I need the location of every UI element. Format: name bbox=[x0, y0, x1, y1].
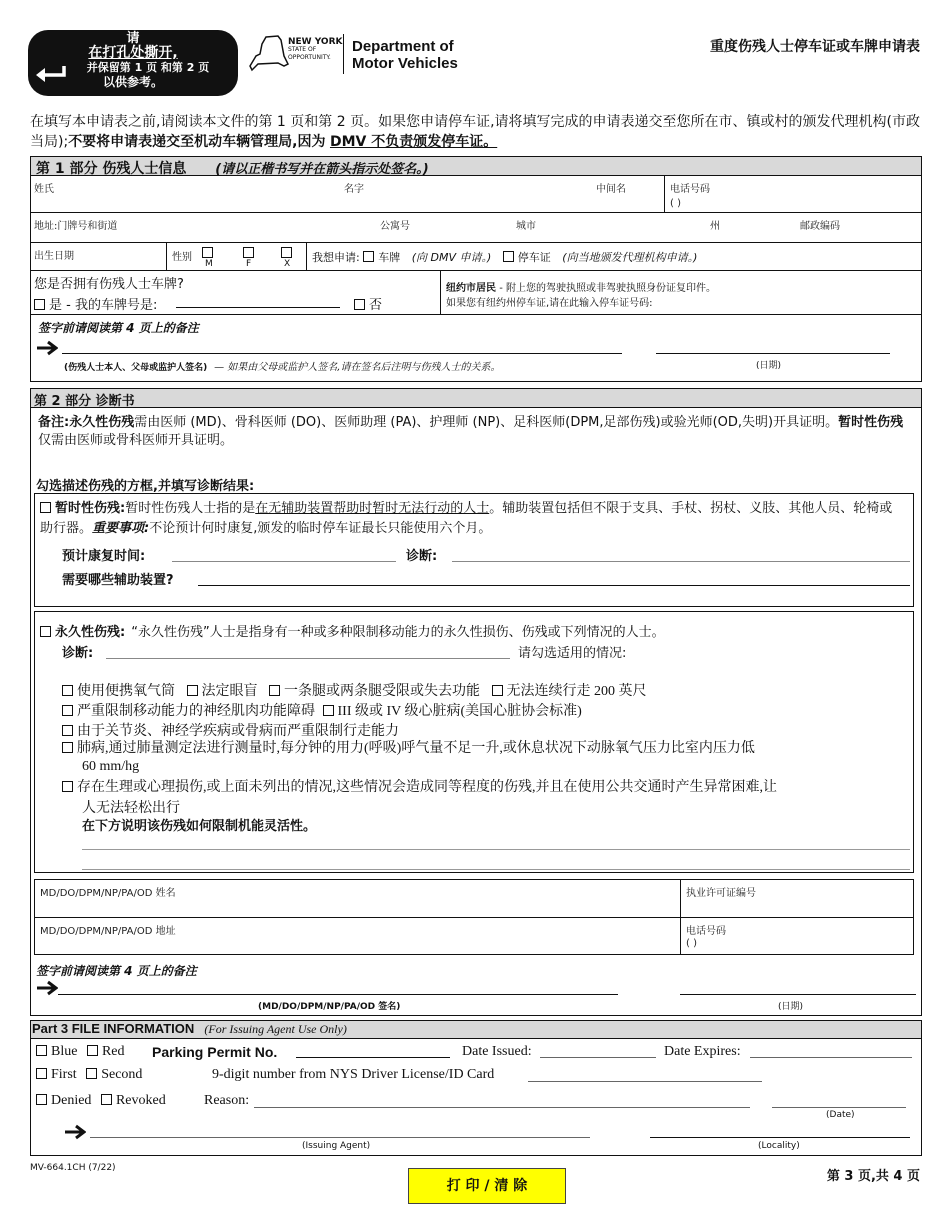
note-prefix: 备注: bbox=[38, 415, 70, 430]
page-info: 第 3 页,共 4 页 bbox=[826, 1169, 920, 1184]
rule bbox=[664, 176, 665, 212]
locality-field[interactable] bbox=[650, 1122, 910, 1138]
temp-diagnosis-field[interactable] bbox=[452, 546, 910, 562]
conditions-row2 bbox=[62, 700, 582, 720]
dmv-line2: Motor Vehicles bbox=[352, 55, 458, 72]
state-label: 州 bbox=[710, 221, 720, 232]
have-plates-question: 您是否拥有伤残人士车牌? bbox=[34, 277, 184, 292]
rule bbox=[30, 212, 922, 213]
part2-title: 第 2 部分 诊断书 bbox=[34, 394, 135, 409]
first-checkbox[interactable] bbox=[36, 1068, 47, 1079]
first-name-label: 名字 bbox=[344, 184, 364, 195]
rule bbox=[30, 242, 922, 243]
perm-text-body: “永久性伤残”人士是指身有一种或多种限制移动能力的永久性损伤、伤残或下列情况的人士。 bbox=[131, 625, 665, 640]
opt6-checkbox[interactable] bbox=[323, 705, 334, 716]
plates-label: 车牌 bbox=[378, 251, 401, 264]
issuing-agent-label: (Issuing Agent) bbox=[302, 1141, 371, 1151]
intro-paragraph bbox=[30, 112, 920, 152]
part3-title bbox=[32, 1021, 347, 1037]
sex-m-label: M bbox=[205, 259, 213, 269]
nine-digit-field[interactable] bbox=[528, 1066, 762, 1082]
form-number: MV-664.1CH (7/22) bbox=[30, 1163, 116, 1173]
doctor-date-field[interactable] bbox=[680, 977, 916, 995]
dmv-line1: Department of bbox=[352, 38, 454, 55]
temp-text3: 不论预计何时康复,颁发的临时停车证最长只能使用六个月。 bbox=[149, 521, 492, 536]
date-expires-field[interactable] bbox=[750, 1042, 912, 1058]
denied-label: Denied bbox=[51, 1093, 92, 1108]
reason-label: Reason: bbox=[204, 1093, 250, 1108]
have-plates-yes bbox=[34, 294, 157, 313]
form-title: 重度伤残人士停车证或车牌申请表 bbox=[710, 39, 920, 55]
conditions-row3 bbox=[62, 720, 399, 740]
opt7-label: 由于关节炎、神经学疾病或骨病而严重限制行走能力 bbox=[77, 724, 399, 739]
opt5-label: 严重限制移动能力的神经肌肉功能障碍 bbox=[77, 704, 315, 719]
plate-number-field[interactable] bbox=[176, 292, 340, 308]
devices-needed-field[interactable] bbox=[198, 570, 910, 586]
sex-label: 性别 bbox=[172, 252, 192, 263]
license-no-label: 执业许可证编号 bbox=[686, 888, 756, 899]
second-checkbox[interactable] bbox=[86, 1068, 97, 1079]
tear-line2: 在打孔处撕开, bbox=[88, 45, 178, 61]
temp-text1: 暂时性伤残人士指的是 bbox=[125, 501, 256, 516]
plates-no-label: 否 bbox=[369, 298, 383, 313]
plates-note: (向 DMV 申请。) bbox=[411, 251, 492, 264]
conditions-row5 bbox=[62, 779, 912, 796]
temp-text bbox=[40, 499, 902, 539]
rule bbox=[30, 314, 922, 315]
perm-check-label bbox=[518, 642, 626, 661]
arrow-right-icon bbox=[36, 980, 58, 996]
print-clear-label: 打 印 / 清 除 bbox=[446, 1178, 528, 1194]
applicant-sign-label: (伤残人士本人、父母或监护人签名) bbox=[64, 363, 208, 373]
ny-logo-line1: NEW YORK bbox=[288, 37, 343, 47]
revoked-label: Revoked bbox=[115, 1093, 166, 1108]
rule bbox=[30, 270, 922, 271]
parking-permit-no-field[interactable] bbox=[296, 1042, 450, 1058]
temp-title: 暂时性伤残: bbox=[55, 501, 126, 516]
dob-label: 出生日期 bbox=[34, 251, 74, 262]
note-text1: 需由医师 (MD)、骨科医师 (DO)、医师助理 (PA)、护理师 (NP)、足科医师(DPM,足部伤残)或验光师(OD,失明)开具证明。 bbox=[134, 415, 839, 430]
plates-yes-checkbox[interactable] bbox=[34, 299, 45, 310]
second-label: Second bbox=[101, 1067, 143, 1082]
recovery-time-field[interactable] bbox=[172, 546, 396, 562]
doctor-signature-field[interactable] bbox=[58, 977, 618, 995]
perm-check-text: 请勾选适用的情况: bbox=[518, 646, 627, 661]
part3-date-label: (Date) bbox=[826, 1110, 855, 1120]
date-issued-field[interactable] bbox=[540, 1042, 656, 1058]
temp-text2: 。辅助装置包括但不限于支具、手杖、拐杖、义肢、其他人员、轮椅或助行器。 bbox=[40, 501, 893, 536]
permit-color-row bbox=[36, 1044, 125, 1060]
doctor-date-label: (日期) bbox=[778, 1002, 804, 1012]
applicant-date-field[interactable] bbox=[656, 336, 890, 354]
rule bbox=[440, 270, 441, 314]
applicant-signature-caption bbox=[64, 358, 500, 373]
nyc-note-1 bbox=[446, 279, 716, 294]
issuing-agent-field[interactable] bbox=[90, 1122, 590, 1138]
intro-text-a: 在填写本申请表之前,请阅读本文件的第 1 页和第 2 页。如果您申请停车证,请将填写完成的申请表递交至您所在市、镇或村的颁发代理机构(市政当局); bbox=[30, 114, 920, 150]
check-instruction: 勾选描述伤残的方框,并填写诊断结果: bbox=[36, 479, 255, 494]
locality-label: (Locality) bbox=[758, 1141, 800, 1151]
dmv-logo-text bbox=[352, 38, 458, 72]
perm-title: 永久性伤残: bbox=[55, 625, 126, 640]
part3-subtitle: (For Issuing Agent Use Only) bbox=[204, 1022, 347, 1036]
opt7-checkbox[interactable] bbox=[62, 725, 73, 736]
red-label: Red bbox=[101, 1044, 125, 1059]
nyc-note2-text: 如果您有纽约州停车证,请在此输入停车证号码: bbox=[446, 298, 653, 309]
opt9c-label: 在下方说明该伤残如何限制机能灵活性。 bbox=[82, 819, 317, 834]
part3-title-text: Part 3 FILE INFORMATION bbox=[32, 1021, 195, 1036]
temp-important: 重要事项: bbox=[92, 521, 150, 536]
rule bbox=[34, 917, 914, 918]
rule bbox=[680, 879, 681, 955]
opt2-checkbox[interactable] bbox=[187, 685, 198, 696]
apt-label: 公寓号 bbox=[380, 221, 410, 232]
doc-phone-paren: ( ) bbox=[686, 938, 697, 949]
doc-phone-label: 电话号码 bbox=[686, 926, 726, 937]
nine-digit-label: 9-digit number from NYS Driver License/ID Card bbox=[212, 1067, 495, 1082]
tear-line1: 请 bbox=[126, 31, 140, 46]
apply-for-label: 我想申请: bbox=[312, 251, 360, 264]
zip-label: 邮政编码 bbox=[800, 221, 840, 232]
tear-line3: 并保留第 1 页 和第 2 页 bbox=[86, 61, 210, 74]
opt2-label: 法定眼盲 bbox=[201, 684, 258, 699]
opt1-label: 使用便携氧气筒 bbox=[77, 684, 175, 699]
logo-divider bbox=[343, 34, 344, 74]
applicant-sign-dash-note: — 如果由父母或监护人签名,请在签名后注明与伤残人士的关系。 bbox=[214, 362, 501, 373]
arrow-right-icon bbox=[36, 340, 58, 356]
recovery-time-label: 预计康复时间: bbox=[62, 549, 146, 564]
ny-logo-text bbox=[288, 38, 343, 62]
red-checkbox[interactable] bbox=[87, 1045, 98, 1056]
opt4-checkbox[interactable] bbox=[492, 685, 503, 696]
denied-checkbox[interactable] bbox=[36, 1094, 47, 1105]
arrow-right-icon bbox=[64, 1124, 86, 1140]
tear-off-notice bbox=[28, 30, 238, 96]
opt1-checkbox[interactable] bbox=[62, 685, 73, 696]
new-york-state-map-icon bbox=[248, 34, 290, 74]
part2-sign-note: 签字前请阅读第 4 页上的备注 bbox=[36, 964, 197, 978]
issue-type-row bbox=[36, 1067, 142, 1083]
parking-permit-no-label: Parking Permit No. bbox=[152, 1044, 278, 1060]
plates-no-checkbox[interactable] bbox=[354, 299, 365, 310]
reason-field[interactable] bbox=[254, 1092, 750, 1108]
explanation-line-2[interactable] bbox=[82, 854, 910, 870]
note-text2: 仅需由医师或骨科医师开具证明。 bbox=[38, 433, 234, 448]
perm-diagnosis-field[interactable] bbox=[106, 643, 510, 659]
status-row bbox=[36, 1093, 166, 1109]
revoked-checkbox[interactable] bbox=[101, 1094, 112, 1105]
sex-x-label: X bbox=[284, 259, 291, 269]
phone-label: 电话号码 bbox=[670, 184, 710, 195]
rule bbox=[306, 242, 307, 270]
part1-subtitle: (请以正楷书写并在箭头指示处签名。) bbox=[215, 162, 429, 177]
phone-paren: ( ) bbox=[670, 198, 681, 209]
part3-date-field[interactable] bbox=[772, 1092, 906, 1108]
sex-f-checkbox[interactable] bbox=[243, 247, 254, 258]
permanent-disability-checkbox[interactable] bbox=[40, 626, 51, 637]
opt8-checkbox[interactable] bbox=[62, 742, 73, 753]
opt3-checkbox[interactable] bbox=[269, 685, 280, 696]
opt5-checkbox[interactable] bbox=[62, 705, 73, 716]
applicant-date-label: (日期) bbox=[756, 361, 782, 371]
sex-f-label: F bbox=[246, 259, 252, 269]
devices-needed-label: 需要哪些辅助装置? bbox=[62, 573, 174, 588]
ny-logo-line2: STATE OF bbox=[288, 46, 317, 53]
note-temp: 暂时性伤残 bbox=[838, 415, 904, 430]
opt4-label: 无法连续行走 200 英尺 bbox=[506, 684, 647, 699]
conditions-row4 bbox=[62, 740, 912, 758]
print-clear-button[interactable] bbox=[408, 1168, 566, 1204]
nyc-resident-label: 纽约市居民 bbox=[446, 283, 496, 294]
part2-header bbox=[30, 388, 922, 408]
explanation-line-1[interactable] bbox=[82, 834, 910, 850]
city-label: 城市 bbox=[516, 221, 536, 232]
opt8a-label: 肺病,通过肺量测定法进行测量时,每分钟的用力(呼吸)呼气量不足一升,或休息状况下动脉氧气压力比室内压力低 bbox=[77, 741, 755, 756]
have-plates-no bbox=[354, 294, 382, 313]
opt8b-label: 60 mm/hg bbox=[82, 759, 140, 774]
rule bbox=[166, 242, 167, 270]
middle-name-label: 中间名 bbox=[596, 184, 626, 195]
blue-checkbox[interactable] bbox=[36, 1045, 47, 1056]
date-expires-label: Date Expires: bbox=[664, 1044, 741, 1059]
opt9a-label: 存在生理或心理损伤,或上面未列出的情况,这些情况会造成同等程度的伤残,并且在使用公共交通时产生异常困难,让 bbox=[77, 780, 777, 795]
ny-logo-line3: OPPORTUNITY. bbox=[288, 54, 331, 61]
sex-x-checkbox[interactable] bbox=[281, 247, 292, 258]
opt9b-label: 人无法轻松出行 bbox=[82, 801, 180, 816]
doc-name-label: MD/DO/DPM/NP/PA/OD 姓名 bbox=[40, 888, 176, 899]
address-label: 地址:门牌号和街道 bbox=[34, 221, 118, 232]
opt6-label: III 级或 IV 级心脏病(美国心脏协会标准) bbox=[337, 704, 582, 719]
blue-label: Blue bbox=[51, 1044, 78, 1059]
date-issued-label: Date Issued: bbox=[462, 1044, 532, 1059]
permit-checkbox[interactable] bbox=[503, 251, 514, 262]
perm-diagnosis-label: 诊断: bbox=[62, 646, 94, 661]
perm-text bbox=[40, 621, 665, 640]
apply-for-row bbox=[312, 249, 697, 265]
temp-text-underlined: 在无辅助装置帮助时暂时无法行动的人士 bbox=[255, 501, 490, 516]
sex-m-checkbox[interactable] bbox=[202, 247, 213, 258]
temp-diagnosis-label: 诊断: bbox=[406, 549, 438, 564]
permit-label: 停车证 bbox=[517, 251, 551, 264]
return-arrow-icon bbox=[34, 64, 68, 84]
conditions-row1 bbox=[62, 680, 647, 700]
doctor-sign-label: (MD/DO/DPM/NP/PA/OD 签名) bbox=[258, 1002, 401, 1012]
temporary-disability-checkbox[interactable] bbox=[40, 502, 51, 513]
intro-text-c: DMV 不负责颁发停车证。 bbox=[329, 134, 498, 150]
part2-note bbox=[38, 414, 914, 450]
part1-title-text: 第 1 部分 伤残人士信息 bbox=[36, 161, 187, 177]
part1-sign-note: 签字前请阅读第 4 页上的备注 bbox=[38, 321, 199, 335]
first-label: First bbox=[51, 1067, 77, 1082]
opt3-label: 一条腿或两条腿受限或失去功能 bbox=[284, 684, 480, 699]
note-perm: 永久性伤残 bbox=[69, 415, 135, 430]
opt9-checkbox[interactable] bbox=[62, 781, 73, 792]
plates-yes-label: 是 - 我的车牌号是: bbox=[49, 298, 158, 313]
last-name-label: 姓氏 bbox=[34, 184, 54, 195]
nyc-note1-text: - 附上您的驾驶执照或非驾驶执照身份证复印件。 bbox=[499, 283, 716, 294]
part1-title bbox=[36, 158, 429, 178]
intro-text-b: 不要将申请表递交至机动车辆管理局,因为 bbox=[68, 134, 326, 150]
doc-address-label: MD/DO/DPM/NP/PA/OD 地址 bbox=[40, 926, 176, 937]
tear-line4: 以供参考。 bbox=[102, 75, 163, 89]
applicant-signature-field[interactable] bbox=[62, 336, 622, 354]
permit-note: (向当地颁发代理机构申请。) bbox=[562, 251, 698, 264]
plates-checkbox[interactable] bbox=[363, 251, 374, 262]
last-name-field[interactable] bbox=[34, 194, 654, 210]
